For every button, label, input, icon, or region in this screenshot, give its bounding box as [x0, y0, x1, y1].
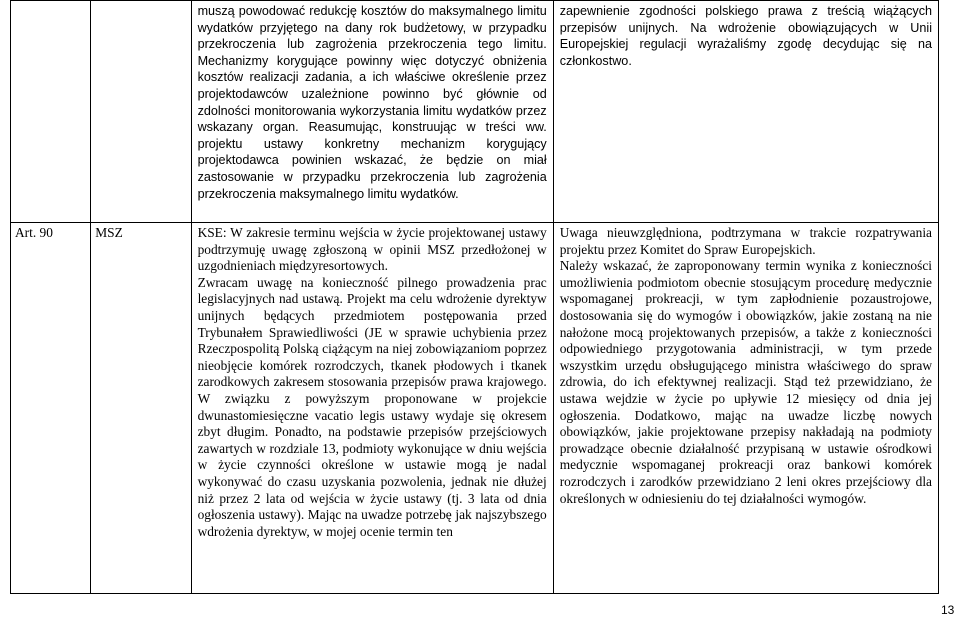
submitter-cell: [91, 1, 191, 223]
response-paragraph: Należy wskazać, że zaproponowany termin wynika z konieczności umożliwienia podmiotom obecnie stosującym procedurę medycznie wspomaganej prokreacji, w tym zapłodnienie pozaustrojowe, dostosowania się do wymogów i obowiązków, jakie zostaną na nie nałożone mocą projektowanych przepisów, a także z konieczności odpowiedniego przygotowania administracji, w tym przede wszystkim urzędu obsługującego ministra właściwego do spraw zdrowia, do ich efektywnej realizacji. Stąd też przewidziano, że ustawa wejdzie w życie po upływie 12 miesięcy od dnia jej ogłoszenia. Dodatkowo, mając na uwadze liczbę nowych obowiązków, jakie projektowane przepisy nakładają na podmioty prowadzące obecnie działalność przypisaną w ustawie ośrodkowi medycznie wspomaganej prokreacji oraz bankowi komórek rozrodczych i zarodków przewidziano 2 leni okres przejściowy dla określonych w odniesieniu do tej działalności wymogów.: [559, 258, 932, 506]
article-label: Art. 90: [15, 225, 53, 240]
article-cell: [11, 223, 91, 594]
remark-text: muszą powodować redukcję kosztów do maksymalnego limitu wydatków przyjętego na dany rok budżetowy, w przypadku przekroczenia lub zagrożenia przekroczenia tego limitu. Mechanizmy korygujące powinny więc dotyczyć obniżenia kosztów realizacji zadania, a ich właściwe określenie przez projektodawców uzależnione powinno być głównie od zdolności monitorowania wykorzystania limitu wydatków przez wskazany organ. Reasumując, konstruując w treści ww. projektu ustawy konkretny mechanizm korygujący projektodawca powinien wskazać, że będzie on miał zastosowanie w przypadku przekroczenia lub zagrożenia przekroczenia maksymalnego limitu wydatków.: [197, 4, 547, 201]
response-cell: [553, 223, 938, 594]
response-cell: [553, 1, 938, 223]
submitter-cell: [91, 223, 191, 594]
table-row: [11, 223, 939, 594]
response-paragraph: Uwaga nieuwzględniona, podtrzymana w trakcie rozpatrywania projektu przez Komitet do Spraw Europejskich.: [559, 225, 932, 257]
remark-paragraph: Zwracam uwagę na konieczność pilnego prowadzenia prac legislacyjnych nad ustawą. Projekt ma celu wdrożenie dyrektyw unijnych będących przedmiotem postępowania przed Trybunałem Sprawiedliwości (JE w sprawie uchybienia przez Rzeczpospolitą Polską ciążącym na niej zobowiązaniom poprzez nieobjęcie komórek rozrodczych, tkanek płodowych i tkanek zarodkowych zakresem stosowania przepisów prawa krajowego. W związku z powyższym proponowane w projekcie dwunastomiesięczne vacatio legis ustawy wydaje się okresem zbyt długim. Ponadto, na podstawie przepisów przejściowych zawartych w rozdziale 13, podmioty wykonujące w dniu wejścia w życie czynności określone w ustawie mogą je nadal wykonywać do czasu uzyskania pozwolenia, jednak nie dłużej niż przez 2 lata od wejścia w życie ustawy (tj. 3 lata od dnia ogłoszenia ustawy). Mając na uwadze potrzebę jak najszybszego wdrożenia dyrektyw, w mojej ocenie termin ten: [197, 274, 547, 539]
article-cell: [11, 1, 91, 223]
submitter-label: MSZ: [95, 225, 123, 240]
remark-paragraph: KSE: W zakresie terminu wejścia w życie projektowanej ustawy podtrzymuję uwagę zgłoszoną w opinii MSZ przedłożonej w uzgodnieniach międzyresortowych.: [197, 225, 547, 274]
page-number: 13: [941, 603, 955, 617]
table-row: [11, 1, 939, 223]
response-text: zapewnienie zgodności polskiego prawa z treścią wiążących przepisów unijnych. Na wdrożenie obowiązujących w Unii Europejskiej regulacji wyrażaliśmy zgodę decydując się na członkostwo.: [559, 4, 932, 68]
comments-table: [10, 0, 939, 594]
remark-cell: [191, 223, 553, 594]
remark-cell: [191, 1, 553, 223]
